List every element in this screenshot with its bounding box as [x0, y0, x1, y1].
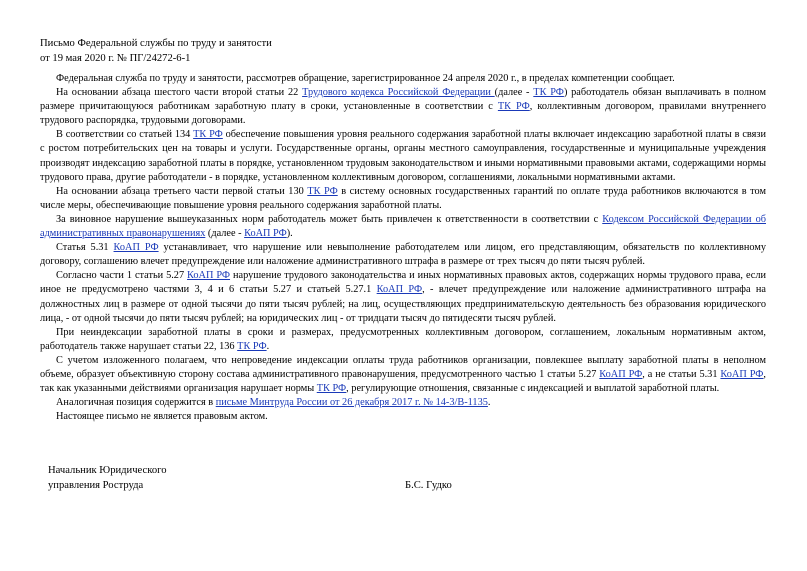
link-tk-rf[interactable]: ТК РФ	[237, 340, 267, 352]
link-tk-rf[interactable]: ТК РФ	[193, 129, 223, 141]
link-tk-rf[interactable]: ТК РФ	[316, 383, 347, 395]
signature-position	[48, 463, 167, 493]
paragraph-8	[40, 326, 766, 354]
link-koap-rf[interactable]: КоАП РФ	[113, 242, 159, 254]
paragraph-11: Настоящее письмо не является правовым актом.	[56, 411, 268, 423]
text: В соответствии со статьей 134	[56, 129, 194, 141]
text: .	[487, 397, 491, 409]
text: Аналогичная позиция содержится в	[56, 397, 216, 409]
link-koap-rf[interactable]: КоАП РФ	[599, 368, 643, 380]
text: , так как указанными действиями организация нарушает нормы	[40, 368, 766, 395]
paragraph-7	[40, 269, 766, 325]
signature-position-line1: Начальник Юридического	[48, 465, 167, 476]
link-tk-rf[interactable]: ТК РФ	[307, 185, 338, 197]
text: Статья 5.31	[56, 242, 114, 254]
document-title	[40, 36, 272, 66]
link-koap-rf[interactable]: КоАП РФ	[187, 270, 231, 282]
text: .	[266, 340, 270, 352]
link-koap-rf[interactable]: КоАП РФ	[720, 368, 764, 380]
text: На основании абзаца третьего части первой статьи 130	[56, 185, 308, 197]
document-title-line2: от 19 мая 2020 г. № ПГ/24272-6-1	[40, 53, 191, 64]
signature-name: Б.С. Гудко	[405, 480, 452, 491]
link-tk-rf[interactable]: ТК РФ	[533, 87, 564, 99]
text: в систему основных государственных гарантий по оплате труда работников включаются в том числе меры, обеспечивающие повышение уровня реального содержания заработной платы.	[40, 185, 767, 211]
link-koap-rf[interactable]: КоАП РФ	[244, 228, 287, 240]
text: обеспечение повышения уровня реального содержания заработной платы включает индексацию заработной платы в связи с ростом потребительских цен на товары и услуги. Государственные органы, органы местного самоуправления, государственные и муниципальные учреждения производят индексацию заработной платы в порядке, установленном трудовым законодательством и иными нормативными правовыми актами, содержащими нормы трудового права, другие работодатели - в порядке, установленном коллективным договором, соглашениями, локальными нормативными актами.	[40, 129, 766, 183]
link-koap-full[interactable]: Кодексом Российской Федерации об административных правонарушениях	[40, 213, 766, 240]
paragraph-9	[40, 354, 766, 396]
text: , коллективным договором, правилами внутреннего трудового распорядка, трудовыми договорами.	[40, 101, 766, 127]
document-title-line1: Письмо Федеральной службы по труду и занятости	[40, 38, 272, 49]
paragraph-1: Федеральная служба по труду и занятости, рассмотрев обращение, зарегистрированное 24 апреля 2020 г., в пределах компетенции сообщает.	[56, 73, 675, 84]
text: На основании абзаца шестого части второй статьи 22	[56, 87, 303, 99]
text: Согласно части 1 статьи 5.27	[56, 270, 188, 282]
text: (далее -	[205, 228, 245, 240]
document-body	[40, 72, 766, 424]
text: С учетом изложенного полагаем, что непроведение индексации оплаты труда работников организации, повлекшее выплату заработной платы в неполном объеме, образует объективную сторону состава административного правонарушения, предусмотренного частью 1 статьи 5.27	[40, 354, 766, 380]
signature-position-line2: управления Роструда	[48, 480, 144, 491]
text: ) работодатель обязан выплачивать в полном размере причитающуюся работникам заработную плату в сроки, установленные в соответствии с	[40, 87, 766, 113]
paragraph-4	[40, 185, 766, 213]
text: устанавливает, что нарушение или невыполнение работодателем или лицом, его представляющим, обязательств по коллективному договору, соглашению влечет предупреждение или наложение административного штрафа в размере от трех тысяч до пяти тысяч рублей.	[40, 242, 766, 268]
link-labor-code[interactable]: Трудового кодекса Российской Федерации	[302, 87, 495, 99]
paragraph-2	[40, 86, 766, 128]
text: (далее -	[494, 87, 534, 99]
paragraph-5	[40, 213, 766, 241]
paragraph-10	[40, 396, 766, 410]
text: , регулирующие отношения, связанные с индексацией и выплатой заработной платы.	[346, 383, 720, 395]
link-mintrud-letter[interactable]: письме Минтруда России от 26 декабря 2017 г. № 14-3/В-1135	[215, 397, 488, 409]
text: , а не статьи 5.31	[642, 368, 721, 380]
link-koap-rf[interactable]: КоАП РФ	[376, 284, 423, 296]
link-tk-rf[interactable]: ТК РФ	[497, 101, 530, 113]
text: нарушение трудового законодательства и иных нормативных правовых актов, содержащих нормы трудового права, если иное не предусмотрено частями 3, 4 и 6 статьи 5.27 и статьей 5.27.1	[40, 270, 766, 296]
paragraph-3	[40, 128, 766, 184]
paragraph-6	[40, 241, 766, 269]
text: При неиндексации заработной платы в сроки и размерах, предусмотренных коллективным договором, соглашением, локальным нормативным актом, работодатель также нарушает статьи 22, 136	[40, 326, 766, 352]
text: , - влечет предупреждение или наложение административного штрафа на должностных лиц в размере от одной тысячи до пяти тысяч рублей; на лиц, осуществляющих предпринимательскую деятельность без образования юридического лица, - от одной тысячи до пяти тысяч рублей; на юридических лиц - от тридцати тысяч до пятидесяти тысяч рублей.	[40, 284, 766, 324]
text: ).	[286, 228, 293, 240]
text: За виновное нарушение вышеуказанных норм работодатель может быть привлечен к ответственности в соответствии с	[56, 213, 603, 225]
